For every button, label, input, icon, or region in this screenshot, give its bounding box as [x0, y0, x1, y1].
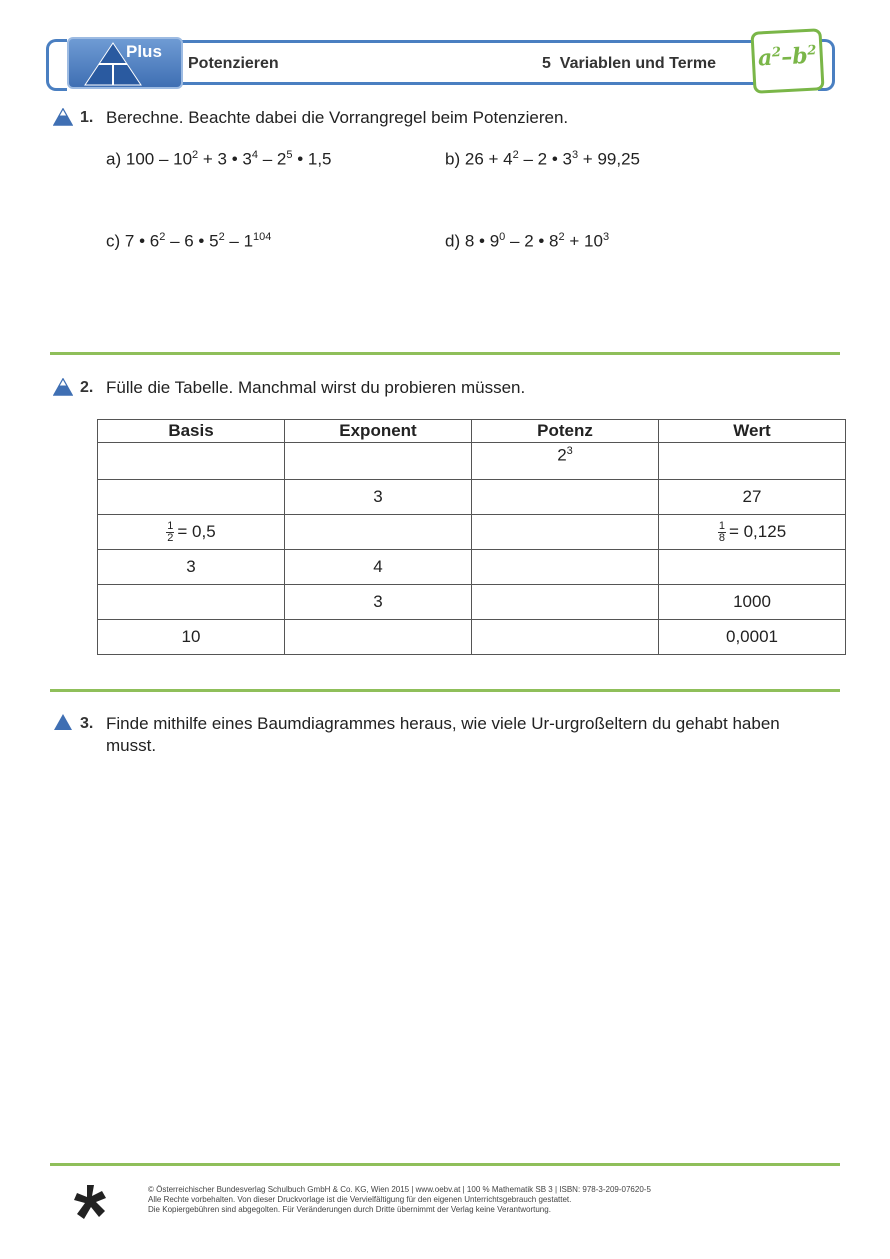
pyramid-outline-icon [53, 378, 73, 396]
task-1a-expression: a) $100 - 10^2 + 3$ • $3^4 - 2^5$ • 1,5 [106, 149, 332, 169]
cell-potenz[interactable] [472, 515, 659, 550]
cell-exponent[interactable] [285, 620, 472, 655]
table-header-row [98, 420, 846, 443]
header-rule-bottom [182, 82, 754, 85]
header-potenz: Potenz [472, 420, 659, 443]
header-basis: Basis [98, 420, 285, 443]
cell-potenz[interactable] [472, 585, 659, 620]
cell-exponent[interactable]: 3 [285, 585, 472, 620]
cell-wert[interactable] [659, 550, 846, 585]
table-row [98, 443, 846, 480]
chapter-title: 5 Variablen und Terme [542, 55, 716, 72]
cell-basis[interactable] [98, 480, 285, 515]
task-3-number: 3. [80, 715, 94, 732]
cell-basis[interactable] [98, 443, 285, 480]
table-row [98, 620, 846, 655]
power-table [97, 419, 846, 655]
task-1-text: Berechne. Beachte dabei die Vorrangregel beim Potenzieren. [106, 108, 569, 127]
header-wert: Wert [659, 420, 846, 443]
cell-potenz[interactable] [472, 480, 659, 515]
formula-text: $a^2-b^2$ [757, 42, 817, 72]
cell-basis[interactable]: $\frac{1}{2}$ = 0,5 [98, 515, 285, 550]
pyramid-logo-icon [69, 39, 181, 87]
publisher-logo-icon [72, 1183, 110, 1221]
footer-line-1: © Österreichischer Bundesverlag Schulbuch GmbH & Co. KG, Wien 2015 | www.oebv.at | 100 % Mathematik SB 3 | ISBN: 978-3-209-07620-5 [148, 1185, 651, 1194]
footer-copyright [148, 1185, 651, 1215]
task-1-number: 1. [80, 109, 94, 126]
cell-basis[interactable] [98, 585, 285, 620]
cell-wert[interactable]: 0,0001 [659, 620, 846, 655]
cell-potenz[interactable] [472, 620, 659, 655]
fraction: $\frac{1}{8}$ [718, 519, 725, 544]
cell-exponent[interactable]: 3 [285, 480, 472, 515]
plus-label: Plus [126, 42, 162, 61]
task-3-text-line2: musst. [106, 736, 157, 755]
task-2-number: 2. [80, 379, 94, 396]
table-row [98, 585, 846, 620]
header-frame-left [46, 39, 67, 91]
footer-line-3: Die Kopiergebühren sind abgegolten. Für Veränderungen durch Dritte übernimmt der Verlag keine Verantwortung. [148, 1205, 551, 1214]
footer-line-2: Alle Rechte vorbehalten. Von dieser Druckvorlage ist die Vervielfältigung für den eigenen Unterrichtsgebrauch gestattet. [148, 1195, 572, 1204]
task-2-text: Fülle die Tabelle. Manchmal wirst du probieren müssen. [106, 378, 526, 397]
header-exponent: Exponent [285, 420, 472, 443]
cell-exponent[interactable]: 4 [285, 550, 472, 585]
cell-basis[interactable]: 10 [98, 620, 285, 655]
cell-wert[interactable]: 27 [659, 480, 846, 515]
cell-exponent[interactable] [285, 515, 472, 550]
topic-title: Potenzieren [188, 55, 279, 72]
cell-basis[interactable]: 3 [98, 550, 285, 585]
header-rule-top [182, 40, 754, 43]
cell-wert[interactable] [659, 443, 846, 480]
cell-exponent[interactable] [285, 443, 472, 480]
task-1c-expression: c) 7 • $6^2 - 6$ • $5^2 - 1^{104}$ [106, 231, 272, 251]
formula-badge [750, 28, 824, 94]
fraction: $\frac{1}{2}$ [167, 519, 174, 544]
section-divider [50, 689, 840, 692]
cell-wert[interactable]: 1000 [659, 585, 846, 620]
table-row [98, 550, 846, 585]
table-row [98, 480, 846, 515]
section-divider [50, 352, 840, 355]
table-row [98, 515, 846, 550]
pyramid-filled-icon [53, 713, 73, 731]
cell-wert[interactable]: $\frac{1}{8}$ = 0,125 [659, 515, 846, 550]
cell-potenz[interactable]: $2^3$ [472, 443, 659, 480]
task-3-text-line1: Finde mithilfe eines Baumdiagrammes heraus, wie viele Ur-urgroßeltern du gehabt haben [106, 714, 780, 733]
footer-divider [50, 1163, 840, 1166]
plus-badge [67, 37, 183, 89]
pyramid-outline-icon [53, 108, 73, 126]
task-1d-expression: d) 8 • $9^0 - 2$ • $8^2 + 10^3$ [445, 231, 610, 251]
task-1b-expression: b) $26 + 4^2 - 2$ • $3^3 + 99,25$ [445, 149, 640, 169]
cell-potenz[interactable] [472, 550, 659, 585]
